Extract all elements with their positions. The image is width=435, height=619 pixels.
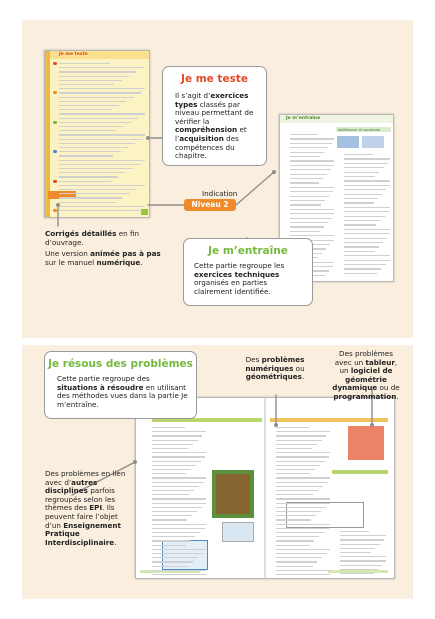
je-resous-callout	[44, 351, 197, 419]
problemes-numeriques-text: Des problèmes numériques ou géométriques.	[245, 355, 305, 382]
je-me-teste-title: Je me teste	[181, 73, 248, 85]
corriges-text: Corrigés détaillés en fin d’ouvrage.	[45, 229, 140, 247]
je-m-entraine-thumb-tab: Additionner et soustraire	[338, 127, 381, 132]
je-m-entraine-callout	[183, 238, 313, 306]
problemes-disciplines-text: Des problèmes en lien avec d’autres disciplines parfois regroupés selon les thèmes des EPI. Ils peuvent faire l’objet d’un Enseignement Pratique Interdisciplinaire.	[45, 469, 126, 547]
je-m-entraine-title: Je m’entraîne	[208, 245, 288, 257]
indication-label: Indication	[202, 189, 238, 198]
je-m-entraine-thumb-header: Je m’entraîne	[286, 116, 321, 121]
niveau-2-badge: Niveau 2	[184, 199, 236, 211]
je-resous-title: Je résous des problèmes	[48, 358, 193, 370]
je-resous-description: Cette partie regroupe des situations à résoudre en utilisant des méthodes vues dans la partie Je m’entraîne.	[57, 374, 188, 409]
version-animee-text: Une version animée pas à pas sur le manuel numérique.	[45, 249, 161, 267]
je-me-teste-thumb-header: Je me teste	[59, 52, 88, 57]
je-m-entraine-description: Cette partie regroupe les exercices techniques organisés en parties clairement identifiée.	[194, 261, 285, 296]
je-me-teste-description: Il s’agit d’exercices types classés par niveau permettant de vérifier la compréhension et l’acquisition des compétences du chapitre.	[175, 91, 254, 161]
je-me-teste-callout	[162, 66, 267, 166]
problemes-tableur-text: Des problèmes avec un tableur, un logiciel de géométrie dynamique ou de programmation.	[332, 349, 400, 401]
